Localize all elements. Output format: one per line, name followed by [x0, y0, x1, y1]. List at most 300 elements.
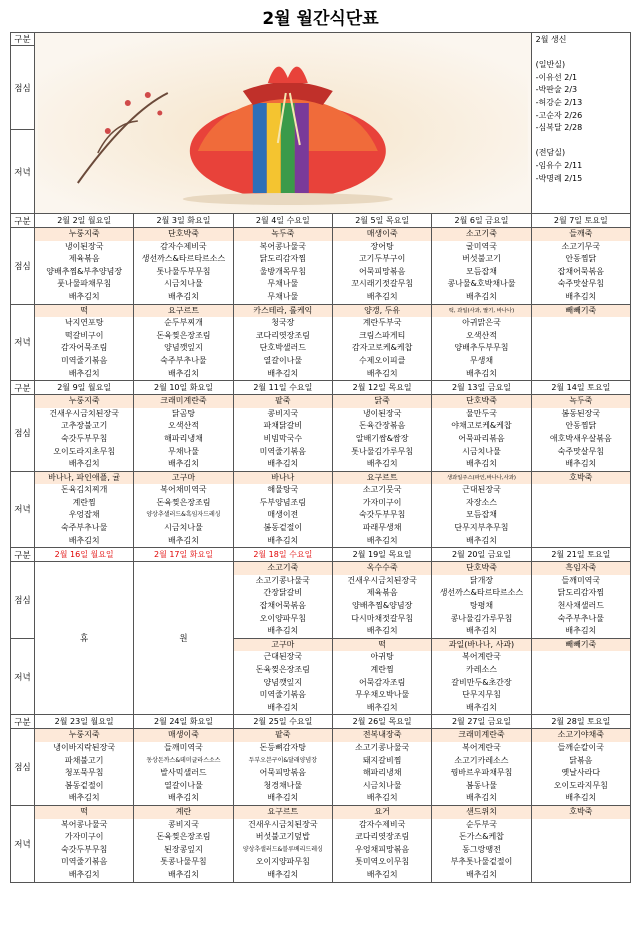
menu-item: 배추김치 [466, 459, 497, 469]
menu-item: 애호박새우살볶음 [549, 433, 612, 443]
menu-item: 떡갈비구이 [64, 330, 104, 340]
menu-item: 코다리엿장조림 [355, 832, 410, 842]
menu-item: 감자어묵조림 [60, 343, 108, 353]
menu-item: 해파리냉채 [164, 433, 203, 443]
porridge-item: 호박죽 [532, 806, 630, 819]
row-label: 점심 [11, 729, 35, 806]
porridge-item: 팥죽 [234, 395, 332, 408]
porridge-item: 떡 [35, 305, 133, 318]
menu-item: 두부양념조림 [259, 497, 306, 507]
menu-item: 두부오븐구이&달래양념장 [248, 756, 318, 764]
porridge-item: 누룽지죽 [35, 228, 133, 241]
menu-item: 닭볶음 [569, 755, 593, 765]
date-header: 2월 19일 목요일 [352, 550, 412, 560]
menu-item: 배추김치 [466, 702, 497, 712]
menu-item: 알배기쌈&쌈장 [355, 433, 409, 443]
menu-item: 소고기카레소스 [454, 755, 509, 765]
menu-item: 배추김치 [267, 869, 299, 879]
menu-item: 들깨순칼이국 [557, 742, 604, 752]
menu-item: 닭도리감자찜 [557, 588, 604, 598]
menu-item: 돈육찢은장조림 [156, 832, 211, 842]
porridge-item: 빼빼기죽 [532, 639, 630, 652]
menu-item: 닭도리감자찜 [259, 254, 306, 264]
menu-item: 배추김치 [466, 869, 497, 879]
menu-item: 모듬잡채 [466, 266, 497, 276]
row-label: 점심 [11, 562, 35, 639]
menu-item: 배추김치 [168, 869, 199, 879]
porridge-item: 매생이죽 [134, 729, 232, 742]
menu-item: 제육볶음 [68, 254, 100, 264]
menu-item [532, 702, 630, 715]
menu-item: 배추김치 [68, 535, 100, 545]
menu-item: 오이도라지초무침 [53, 446, 116, 456]
date-header: 2월 3일 화요일 [156, 216, 211, 225]
menu-item: 톳콩나물무침 [160, 857, 207, 867]
porridge-item: 떡, 과일(사과, 딸기, 바나나) [432, 305, 530, 318]
menu-item: 오색산적 [466, 330, 497, 340]
menu-item: 배추김치 [466, 626, 497, 636]
menu-item: 소고기뭇국 [362, 485, 402, 495]
menu-item [532, 342, 630, 355]
birthday-line: -허강순 2/13 [535, 97, 583, 107]
menu-item: 발사믹샐러드 [160, 768, 207, 778]
menu-item: 자장소스 [466, 497, 497, 507]
menu-item: 돈가스&케찹 [459, 832, 504, 842]
date-header: 2월 10일 화요일 [153, 383, 213, 393]
menu-item: 복어채미역국 [160, 485, 207, 495]
porridge-item: 단호박죽 [134, 228, 232, 241]
porridge-item: 양갱, 두유 [333, 305, 431, 318]
menu-item [532, 317, 630, 330]
menu-item: 양배추찜&양념장 [351, 601, 413, 611]
porridge-item: 요구르트 [234, 806, 332, 819]
menu-item: 배추김치 [68, 459, 100, 469]
menu-item: 콩나물김가루무침 [450, 613, 513, 623]
menu-item: 계란찜 [72, 497, 96, 507]
menu-item: 배추김치 [565, 459, 597, 469]
menu-item [532, 330, 630, 343]
menu-item: 해파리냉채 [362, 768, 402, 778]
menu-item [532, 535, 630, 548]
porridge-item: 카스테라, 롤케익 [234, 305, 332, 318]
menu-item [532, 819, 630, 832]
menu-item: 무채나물 [267, 291, 299, 301]
menu-item: 양념깻잎지 [263, 677, 303, 687]
date-header: 2월 27일 금요일 [451, 717, 511, 727]
menu-item: 배추김치 [565, 291, 597, 301]
porridge-item: 소고기죽 [432, 228, 530, 241]
porridge-item: 단호박죽 [432, 562, 530, 575]
menu-item [532, 522, 630, 535]
row-label: 구분 [11, 214, 35, 228]
menu-item: 소고기콩나물국 [255, 575, 310, 585]
porridge-item: 떡 [333, 639, 431, 652]
menu-item: 건새우시금치된장국 [49, 408, 119, 418]
menu-item: 콩비지국 [168, 819, 199, 829]
row-label: 구분 [11, 381, 35, 395]
menu-item: 양상추샐러드&흑임자드레싱 [146, 511, 221, 519]
menu-item: 복어콩나물국 [60, 819, 108, 829]
menu-item: 숙주맛살무침 [557, 446, 604, 456]
date-header: 2월 28일 토요일 [551, 717, 611, 727]
menu-item: 배추김치 [267, 368, 299, 378]
menu-item: 무채나물 [168, 446, 199, 456]
menu-item: 버섯불고기 [462, 254, 501, 264]
row-label: 저녁 [11, 130, 35, 214]
menu-item: 복어계란국 [462, 742, 501, 752]
porridge-item: 샌드위치 [432, 806, 530, 819]
menu-item: 간장닭갈비 [263, 588, 303, 598]
menu-item: 냉이된장국 [362, 408, 402, 418]
menu-item: 안동찜닭 [565, 254, 597, 264]
menu-item: 미역줄기볶음 [60, 355, 108, 365]
menu-item: 가자미구이 [64, 832, 104, 842]
menu-item: 배추김치 [366, 459, 398, 469]
menu-item: 돼지갈비찜 [362, 755, 402, 765]
menu-item: 우엉채피망볶음 [355, 844, 410, 854]
menu-item: 배추김치 [366, 368, 398, 378]
menu-item: 단무지무침 [462, 690, 501, 700]
menu-item: 잡채어묵볶음 [557, 266, 604, 276]
menu-item: 배추김치 [366, 626, 398, 636]
menu-item: 배추김치 [168, 459, 199, 469]
menu-item: 배추김치 [68, 368, 100, 378]
menu-item: 꿩바르우파채무침 [450, 768, 513, 778]
menu-item: 양상추샐러드&블루베리드레싱 [242, 845, 323, 853]
birthday-line: 2월 생신 [535, 35, 567, 44]
menu-item: 잡채어묵볶음 [259, 601, 306, 611]
porridge-item: 단호박죽 [432, 395, 530, 408]
menu-item: 봄동겉절이 [64, 780, 104, 790]
menu-item: 봄동나물 [466, 780, 497, 790]
menu-item: 복어계란국 [462, 652, 501, 662]
menu-item: 냉이된장국 [64, 241, 104, 251]
porridge-item: 녹두죽 [234, 228, 332, 241]
menu-item: 계란두부국 [362, 318, 402, 328]
menu-item: 돈육찢은장조림 [255, 665, 310, 674]
menu-item: 계란찜 [370, 665, 394, 674]
menu-item: 배추김치 [565, 626, 597, 636]
menu-item: 장어탕 [370, 241, 394, 251]
menu-item: 오이양파무침 [259, 613, 306, 623]
menu-item [532, 484, 630, 497]
menu-item: 미역줄기볶음 [259, 690, 306, 700]
date-header: 2월 24일 화요일 [153, 717, 213, 727]
menu-item: 열갈이나물 [263, 355, 303, 365]
row-label: 구분 [11, 33, 35, 46]
decorative-illustration [35, 33, 532, 214]
date-header: 2월 14일 토요일 [551, 383, 611, 393]
menu-item: 코다리엿장조림 [255, 330, 310, 340]
menu-item: 배추김치 [366, 702, 398, 712]
menu-item: 감자수제비국 [358, 819, 406, 829]
menu-item: 울방개목무침 [259, 266, 306, 276]
porridge-item: 호박죽 [532, 472, 630, 485]
menu-item: 배추김치 [466, 368, 497, 378]
date-header: 2월 7일 토요일 [553, 216, 608, 225]
porridge-item: 크래미계란죽 [432, 729, 530, 742]
menu-item [532, 368, 630, 381]
holiday-cell: 원 [134, 562, 233, 715]
porridge-item: 소고기죽 [234, 562, 332, 575]
porridge-item: 빼빼기죽 [532, 305, 630, 318]
menu-item: 배추김치 [267, 626, 299, 636]
menu-item: 배추김치 [168, 793, 199, 803]
menu-item: 건새우시금치된장국 [248, 819, 318, 829]
menu-item: 건새우시금치된장국 [347, 575, 417, 585]
menu-item: 배추김치 [466, 535, 497, 545]
menu-item: 파채닭갈비 [263, 421, 303, 431]
porridge-item: 계란 [134, 806, 232, 819]
date-header: 2월 16일 월요일 [54, 550, 114, 560]
birthday-line: -박판술 2/3 [535, 85, 578, 95]
menu-item [532, 689, 630, 702]
menu-item: 배추김치 [366, 535, 398, 545]
menu-item: 파래무생채 [362, 523, 402, 533]
menu-item: 동상돈까스&데미글라스소스 [146, 756, 221, 764]
menu-item [532, 677, 630, 690]
menu-item: 감자고로케&케찹 [351, 343, 413, 353]
menu-item: 갈비만두&초간장 [451, 677, 512, 687]
menu-item: 오색산적 [168, 421, 199, 431]
menu-item [532, 869, 630, 882]
row-label: 저녁 [11, 638, 35, 715]
porridge-item: 옥수수죽 [333, 562, 431, 575]
page-title: 2월 월간식단표 [262, 9, 379, 29]
menu-item: 미역줄기볶음 [259, 446, 306, 456]
menu-item: 어묵감자조림 [358, 677, 406, 687]
menu-item: 부추톳나물겉절이 [450, 857, 513, 867]
date-header: 2월 25일 수요일 [253, 717, 313, 727]
menu-item: 우엉잡채 [68, 510, 100, 520]
menu-item: 콩비지국 [267, 408, 299, 418]
birthday-line: (전담실) [535, 148, 566, 158]
menu-item: 생선까스&타르타르소스 [439, 588, 524, 598]
menu-item: 돈등뼈감자탕 [259, 742, 306, 752]
porridge-item: 과일(바나나, 사과) [432, 639, 530, 652]
menu-item: 고추장불고기 [60, 421, 108, 431]
menu-item: 소고기콩나물국 [355, 742, 410, 752]
menu-item: 낙지연포탕 [64, 318, 104, 328]
menu-item: 배추김치 [366, 869, 398, 879]
menu-item: 톳나물김가루무침 [351, 446, 414, 456]
menu-item: 어묵피망볶음 [259, 768, 306, 778]
menu-item: 배추김치 [366, 291, 398, 301]
menu-item: 된장콩잎지 [164, 844, 203, 854]
porridge-item: 고구마 [134, 472, 232, 485]
menu-item: 배추김치 [267, 535, 299, 545]
date-header: 2월 12일 목요일 [352, 383, 412, 393]
row-label: 저녁 [11, 805, 35, 882]
row-label: 점심 [11, 395, 35, 472]
menu-item: 무생채 [469, 355, 494, 365]
porridge-item: 매생이죽 [333, 228, 431, 241]
row-label: 저녁 [11, 304, 35, 381]
menu-item: 봄동겉절이 [263, 523, 303, 533]
menu-item: 콩나물&호박채나물 [447, 279, 516, 289]
menu-item: 배추김치 [168, 291, 199, 301]
menu-item: 오이지양파무침 [255, 857, 310, 867]
menu-item: 미역줄기볶음 [60, 857, 108, 867]
menu-item: 배추김치 [168, 368, 199, 378]
menu-item: 시금치나물 [164, 279, 203, 289]
menu-item: 수제오이피클 [358, 355, 406, 365]
row-label: 점심 [11, 46, 35, 130]
menu-item: 무우채오박나물 [355, 690, 410, 700]
porridge-item: 크래미계란죽 [134, 395, 232, 408]
menu-table [10, 32, 631, 883]
menu-item: 배추김치 [466, 291, 497, 301]
menu-item: 탕평채 [469, 601, 494, 611]
menu-item: 안동찜닭 [565, 421, 597, 431]
date-header: 2월 17일 화요일 [153, 550, 213, 560]
menu-item: 가자미구이 [362, 497, 402, 507]
menu-item: 무채나물 [267, 279, 299, 289]
date-header: 2월 21일 토요일 [551, 550, 611, 560]
row-label: 구분 [11, 548, 35, 562]
menu-item: 숙주부추나물 [557, 613, 604, 623]
menu-item: 아귀탕 [370, 652, 394, 662]
porridge-item: 들깨죽 [532, 228, 630, 241]
menu-item: 오이도라지무침 [553, 780, 608, 790]
menu-item [532, 664, 630, 677]
menu-item: 톳미역오이무침 [355, 857, 410, 867]
menu-item: 청국장 [271, 318, 295, 328]
menu-item: 숙갓두부무침 [60, 844, 108, 854]
porridge-item: 누룽지죽 [35, 395, 133, 408]
menu-item [532, 355, 630, 368]
menu-item: 모듬잡채 [466, 510, 497, 520]
menu-item: 옛날사라다 [561, 768, 601, 778]
birthday-list [531, 33, 630, 214]
menu-item: 어묵파리볶음 [458, 433, 505, 443]
birthday-line: (일반실) [535, 60, 566, 70]
menu-item [532, 509, 630, 522]
birthday-line [536, 135, 626, 148]
menu-item: 청포묵무침 [64, 768, 104, 778]
birthday-line: -이유선 2/1 [535, 72, 578, 82]
porridge-item: 고구마 [234, 639, 332, 652]
menu-item: 카레소스 [466, 665, 497, 674]
menu-item: 근대된장국 [462, 485, 501, 495]
menu-item: 들깨미역국 [561, 575, 601, 585]
menu-item: 동그랑땡전 [462, 844, 501, 854]
menu-item: 다시마채젓갈무침 [351, 613, 414, 623]
menu-item: 돈육김치찌개 [60, 485, 108, 495]
menu-item [532, 651, 630, 664]
menu-item: 배추김치 [267, 702, 299, 712]
menu-item: 닭곰탕 [171, 408, 196, 418]
menu-item: 야채고로케&케찹 [451, 421, 512, 431]
menu-item: 배추김치 [68, 869, 100, 879]
porridge-item: 요구르트 [333, 472, 431, 485]
porridge-item: 누룽지죽 [35, 729, 133, 742]
date-header: 2월 5일 목요일 [355, 216, 410, 225]
menu-item [532, 844, 630, 857]
menu-item: 해물탕국 [267, 485, 299, 495]
menu-item: 시금치나물 [164, 523, 203, 533]
porridge-item: 바나나, 파인애플, 귤 [35, 472, 133, 485]
menu-item: 시금치나물 [462, 446, 501, 456]
menu-item: 순두부국 [466, 819, 497, 829]
menu-item: 아귀맑은국 [462, 318, 501, 328]
date-header: 2월 2일 월요일 [57, 216, 112, 225]
date-header: 2월 13일 금요일 [451, 383, 511, 393]
holiday-cell: 휴 [35, 562, 134, 715]
menu-item: 시금치나물 [362, 780, 402, 790]
lucky-pouch-icon [35, 33, 531, 213]
menu-item: 비빔막국수 [263, 433, 303, 443]
porridge-item: 닭죽 [333, 395, 431, 408]
menu-item: 배추김치 [466, 793, 497, 803]
menu-item: 숙주부추나물 [160, 355, 207, 365]
menu-item: 제육볶음 [366, 588, 398, 598]
menu-item [532, 831, 630, 844]
date-header: 2월 11일 수요일 [253, 383, 313, 393]
menu-item: 배추김치 [267, 459, 299, 469]
menu-item: 닭개장 [469, 575, 494, 585]
menu-item: 단호박샐러드 [259, 343, 306, 353]
menu-item: 청경채나물 [263, 780, 303, 790]
menu-item: 순두부찌개 [164, 318, 203, 328]
birthday-line [536, 47, 626, 60]
porridge-item: 요거 [333, 806, 431, 819]
menu-item: 숙주부추나물 [60, 523, 108, 533]
birthday-line: -임유수 2/11 [535, 160, 583, 170]
date-header: 2월 4일 수요일 [255, 216, 310, 225]
menu-item: 돈육간장볶음 [358, 421, 406, 431]
menu-item: 꼬시래기젓갈무침 [351, 279, 414, 289]
birthday-line: -심복달 2/28 [535, 123, 583, 133]
row-label: 점심 [11, 228, 35, 305]
date-header: 2월 6일 금요일 [454, 216, 509, 225]
row-label: 구분 [11, 715, 35, 729]
porridge-item: 소고기야채죽 [532, 729, 630, 742]
menu-item [532, 497, 630, 510]
menu-item: 양배추찜&부추양념장 [46, 266, 123, 276]
menu-item: 배추김치 [366, 793, 398, 803]
menu-item: 매생이전 [267, 510, 299, 520]
menu-item: 고기두부구이 [358, 254, 406, 264]
birthday-line: -박명례 2/15 [535, 173, 583, 183]
porridge-item: 바나나 [234, 472, 332, 485]
menu-item: 굴미역국 [466, 241, 497, 251]
menu-item: 배추김치 [168, 535, 199, 545]
menu-item: 숙갓두부무침 [358, 510, 406, 520]
porridge-item: 전복내장죽 [333, 729, 431, 742]
birthday-line: -고순자 2/26 [535, 110, 583, 120]
menu-item: 톳나물두부무침 [156, 266, 211, 276]
menu-item: 크림스파게티 [358, 330, 406, 340]
menu-item: 소고기무국 [561, 241, 601, 251]
menu-item: 복어콩나물국 [259, 241, 306, 251]
menu-item: 양배추두부무침 [454, 343, 509, 353]
menu-item: 봄동된장국 [561, 408, 601, 418]
porridge-item: 녹두죽 [532, 395, 630, 408]
menu-item [532, 856, 630, 869]
menu-item: 배추김치 [565, 793, 597, 803]
date-header: 2월 18일 수요일 [253, 550, 313, 560]
porridge-item: 떡 [35, 806, 133, 819]
porridge-item: 흑임자죽 [532, 562, 630, 575]
row-label: 저녁 [11, 471, 35, 548]
menu-item: 천사채샐러드 [557, 601, 604, 611]
menu-item: 돈육찢은장조림 [156, 330, 211, 340]
date-header: 2월 23일 월요일 [54, 717, 114, 727]
menu-item: 배추김치 [68, 291, 100, 301]
menu-item: 돈육찢은장조림 [156, 497, 211, 507]
date-header: 2월 20일 금요일 [451, 550, 511, 560]
